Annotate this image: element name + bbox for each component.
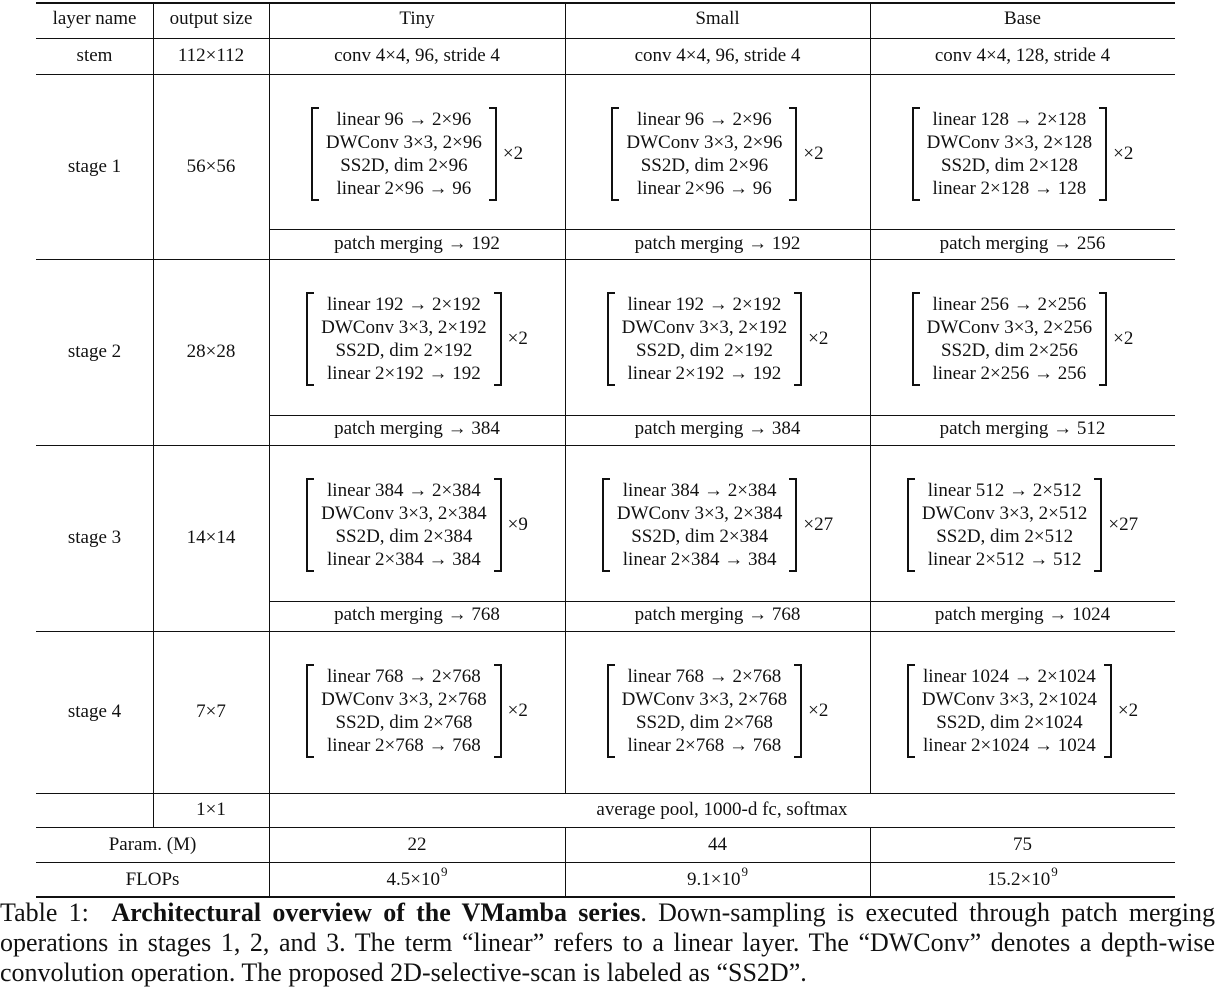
stage-1-tiny-ops: [319, 108, 489, 200]
op-line: linear 2×768 → 768: [627, 735, 782, 756]
stem-tiny: conv 4×4, 96, stride 4: [334, 45, 500, 66]
op-line: linear 96 → 2×96: [336, 109, 472, 130]
stage-4-small-block: [565, 664, 870, 758]
left-bracket-icon: [602, 478, 610, 572]
stage-1-small-repeat: ×2: [803, 143, 824, 164]
params-tiny: 22: [407, 833, 427, 855]
params-base: 75: [1013, 833, 1032, 855]
stage-4-small-ops: [615, 665, 795, 757]
left-bracket-icon: [912, 292, 920, 386]
op-line: linear 96 → 2×96: [637, 109, 772, 130]
op-line: SS2D, dim 2×384: [335, 526, 473, 547]
header-layer-name: layer name: [52, 8, 137, 29]
op-line: SS2D, dim 2×192: [635, 340, 773, 361]
left-bracket-icon: [306, 292, 314, 386]
col-rule-4: [870, 2, 871, 793]
col-rule-1: [153, 2, 154, 827]
stage-3-tiny-ops: [314, 479, 494, 571]
op-line: SS2D, dim 2×768: [335, 712, 473, 733]
stage-1-label: stage 1: [67, 155, 122, 177]
stage-1-small-patch-merging: patch merging → 192: [634, 233, 801, 254]
flops-base-exponent: 9: [1051, 863, 1058, 879]
op-line: SS2D, dim 2×96: [340, 155, 468, 176]
stage-2-base-patch-merging: patch merging → 512: [939, 418, 1106, 439]
right-bracket-icon: [1094, 478, 1102, 572]
stage4-rule: [36, 793, 1175, 794]
flops-small-value: 9.1×10: [687, 868, 741, 890]
stage-3-tiny-repeat: ×9: [507, 514, 528, 535]
op-line: linear 2×768 → 768: [327, 735, 481, 756]
header-tiny: Tiny: [399, 8, 435, 29]
stage-4-base-ops: [915, 665, 1104, 757]
op-line: SS2D, dim 2×1024: [936, 712, 1083, 733]
col-rule-3b: [565, 827, 566, 896]
left-bracket-icon: [611, 107, 619, 201]
stage-3-small-repeat: ×27: [803, 514, 834, 535]
right-bracket-icon: [1099, 292, 1107, 386]
caption-title: Architectural overview of the VMamba series: [111, 898, 641, 927]
stage-2-tiny-block: [269, 292, 565, 386]
flops-base: [870, 862, 1175, 897]
stage-2-tiny-ops: [314, 293, 494, 385]
params-label: Param. (M): [108, 833, 197, 855]
merge-rule-2: [269, 415, 1175, 416]
header-small: Small: [695, 8, 740, 29]
stage-2-tiny-patch-merging: patch merging → 384: [334, 418, 500, 439]
stage-2-small-repeat: ×2: [808, 328, 829, 349]
left-bracket-icon: [306, 664, 314, 758]
flops-base-value: 15.2×10: [987, 868, 1051, 890]
op-line: linear 128 → 2×128: [932, 109, 1087, 130]
right-bracket-icon: [494, 292, 502, 386]
stage-2-tiny-repeat: ×2: [507, 328, 528, 349]
col-rule-2: [269, 2, 270, 896]
op-line: DWConv 3×3, 2×192: [621, 317, 788, 338]
right-bracket-icon: [494, 664, 502, 758]
op-line: linear 2×128 → 128: [932, 178, 1087, 199]
stage-4-tiny-ops: [314, 665, 494, 757]
stage-1-tiny-block: [269, 107, 565, 201]
op-line: DWConv 3×3, 2×768: [321, 689, 487, 710]
top-rule: [36, 2, 1175, 4]
left-bracket-icon: [607, 292, 615, 386]
params-row: [36, 827, 1175, 862]
header-rule: [36, 38, 1175, 39]
stage-3-small-patch-merging: patch merging → 768: [634, 604, 801, 625]
op-line: linear 768 → 2×768: [627, 666, 782, 687]
op-line: linear 192 → 2×192: [327, 294, 481, 315]
op-line: DWConv 3×3, 2×96: [325, 132, 482, 153]
op-line: linear 2×1024 → 1024: [923, 735, 1096, 756]
head-rule: [36, 827, 1175, 828]
stage-1-tiny-patch-merging: patch merging → 192: [334, 233, 500, 254]
right-bracket-icon: [1099, 107, 1107, 201]
params-small: 44: [708, 833, 727, 855]
header-base: Base: [1004, 8, 1041, 29]
left-bracket-icon: [907, 478, 915, 572]
right-bracket-icon: [1104, 664, 1112, 758]
left-bracket-icon: [607, 664, 615, 758]
stem-base: conv 4×4, 128, stride 4: [934, 45, 1111, 66]
op-line: linear 512 → 2×512: [927, 480, 1082, 501]
stage-4-small-repeat: ×2: [808, 700, 829, 721]
left-bracket-icon: [912, 107, 920, 201]
flops-small: [565, 862, 870, 897]
head-text: average pool, 1000-d fc, softmax: [596, 799, 848, 820]
caption-prefix: Table 1:: [0, 898, 89, 927]
stage-1-base-patch-merging: patch merging → 256: [939, 233, 1106, 254]
right-bracket-icon: [794, 664, 802, 758]
stage3-rule: [36, 631, 1175, 632]
op-line: linear 2×256 → 256: [932, 363, 1087, 384]
right-bracket-icon: [794, 292, 802, 386]
stage-4-base-block: [870, 664, 1175, 758]
stage-2-label: stage 2: [67, 341, 122, 362]
right-bracket-icon: [489, 107, 497, 201]
op-line: DWConv 3×3, 2×384: [321, 503, 487, 524]
head-size: 1×1: [196, 799, 226, 820]
stem-size: 112×112: [177, 45, 245, 66]
stage-2-base-repeat: ×2: [1113, 328, 1134, 349]
stage-2-base-ops: [920, 293, 1100, 385]
op-line: DWConv 3×3, 2×768: [621, 689, 788, 710]
stage-3-size: 14×14: [186, 527, 236, 548]
left-bracket-icon: [907, 664, 915, 758]
stage-3-small-ops: [610, 479, 790, 571]
op-line: linear 2×96 → 96: [336, 178, 472, 199]
flops-label: FLOPs: [125, 868, 180, 890]
stage-4-label: stage 4: [67, 701, 122, 722]
op-line: linear 2×384 → 384: [622, 549, 777, 570]
op-line: linear 384 → 2×384: [622, 480, 777, 501]
op-line: linear 384 → 2×384: [327, 480, 481, 501]
stage-1-small-block: [565, 107, 870, 201]
stage-4-tiny-block: [269, 664, 565, 758]
header-output-size: output size: [169, 8, 253, 29]
op-line: DWConv 3×3, 2×1024: [921, 689, 1097, 710]
stage-1-base-repeat: ×2: [1113, 143, 1134, 164]
op-line: linear 768 → 2×768: [327, 666, 481, 687]
params-rule: [36, 862, 1175, 863]
stage-2-base-block: [870, 292, 1175, 386]
op-line: SS2D, dim 2×256: [940, 340, 1078, 361]
stage-3-tiny-patch-merging: patch merging → 768: [334, 604, 500, 625]
stage-3-base-block: [870, 478, 1175, 572]
stage-3-small-block: [565, 478, 870, 572]
caption-text: . Down-sampling is executed through patch merging operations in stages 1, 2, and 3. The term “linear” refers to a linear layer. The “DWConv” denotes a depth-wise convolution operation. The proposed 2D-selective-scan is labeled as “SS2D”.: [0, 898, 1215, 987]
right-bracket-icon: [494, 478, 502, 572]
col-rule-4b: [870, 827, 871, 896]
table-caption: [0, 898, 1215, 988]
stage-2-small-patch-merging: patch merging → 384: [634, 418, 801, 439]
op-line: SS2D, dim 2×768: [635, 712, 773, 733]
op-line: linear 1024 → 2×1024: [923, 666, 1096, 687]
op-line: SS2D, dim 2×128: [940, 155, 1078, 176]
right-bracket-icon: [789, 107, 797, 201]
stage2-rule: [36, 445, 1175, 446]
op-line: DWConv 3×3, 2×128: [926, 132, 1093, 153]
stem-label: stem: [76, 45, 113, 66]
stem-row: [36, 38, 1175, 74]
stage-1-small-ops: [619, 108, 789, 200]
stage-1-tiny-repeat: ×2: [502, 143, 524, 164]
stage-4-size: 7×7: [196, 701, 226, 722]
op-line: SS2D, dim 2×512: [936, 526, 1074, 547]
op-line: DWConv 3×3, 2×384: [616, 503, 783, 524]
op-line: linear 256 → 2×256: [932, 294, 1087, 315]
flops-tiny-value: 4.5×10: [386, 868, 440, 890]
op-line: SS2D, dim 2×192: [335, 340, 473, 361]
head-row: [36, 793, 1175, 827]
op-line: linear 2×192 → 192: [327, 363, 481, 384]
merge-rule-3: [269, 601, 1175, 602]
flops-tiny: [269, 862, 565, 897]
stage-1-base-ops: [920, 108, 1100, 200]
stage-3-label: stage 3: [67, 527, 122, 548]
stem-small: conv 4×4, 96, stride 4: [634, 45, 801, 66]
stage-2-small-block: [565, 292, 870, 386]
stage1-rule: [36, 259, 1175, 260]
flops-row: [36, 862, 1175, 897]
flops-tiny-exponent: 9: [440, 863, 448, 879]
op-line: SS2D, dim 2×384: [631, 526, 769, 547]
op-line: linear 2×96 → 96: [637, 178, 772, 199]
left-bracket-icon: [306, 478, 314, 572]
op-line: DWConv 3×3, 2×192: [321, 317, 487, 338]
op-line: linear 2×192 → 192: [627, 363, 782, 384]
stage-2-size: 28×28: [186, 341, 236, 362]
op-line: linear 2×512 → 512: [927, 549, 1082, 570]
stage-2-small-ops: [615, 293, 795, 385]
op-line: DWConv 3×3, 2×256: [926, 317, 1093, 338]
flops-small-exponent: 9: [741, 863, 748, 879]
stem-rule: [36, 74, 1175, 75]
merge-rule-1: [269, 229, 1175, 230]
op-line: DWConv 3×3, 2×96: [626, 132, 783, 153]
stage-4-base-repeat: ×2: [1117, 700, 1139, 721]
stage-3-base-ops: [915, 479, 1095, 571]
op-line: linear 192 → 2×192: [627, 294, 782, 315]
stage-1-size: 56×56: [186, 155, 236, 177]
stage-4-tiny-repeat: ×2: [507, 700, 528, 721]
op-line: DWConv 3×3, 2×512: [921, 503, 1088, 524]
right-bracket-icon: [789, 478, 797, 572]
header-row: [36, 0, 1175, 38]
op-line: SS2D, dim 2×96: [640, 155, 769, 176]
stage-3-tiny-block: [269, 478, 565, 572]
left-bracket-icon: [311, 107, 319, 201]
stage-3-base-patch-merging: patch merging → 1024: [934, 604, 1111, 625]
col-rule-3: [565, 2, 566, 793]
stage-3-base-repeat: ×27: [1108, 514, 1139, 535]
stage-1-base-block: [870, 107, 1175, 201]
op-line: linear 2×384 → 384: [327, 549, 481, 570]
